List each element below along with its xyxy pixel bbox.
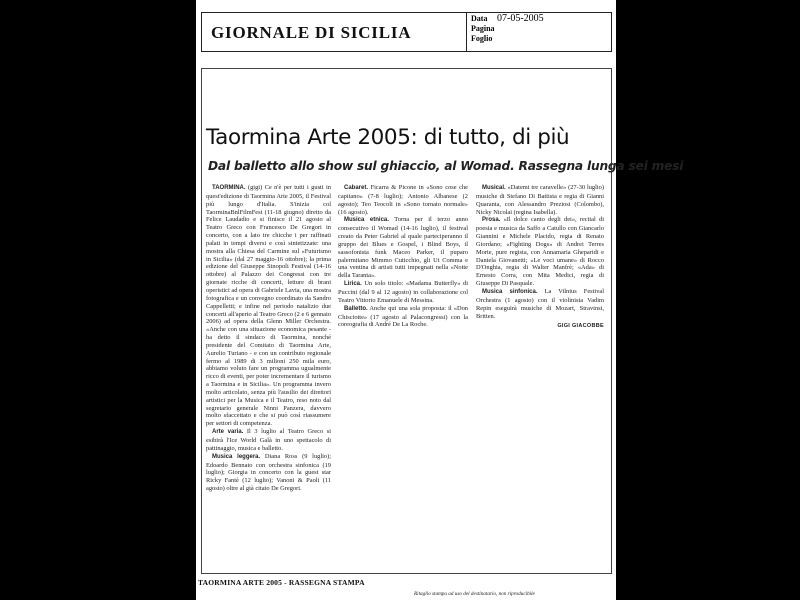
section-lead: Arte varia. (212, 429, 244, 436)
paragraph-lirica (338, 280, 468, 305)
paragraph-arte-varia (206, 428, 331, 453)
section-lead: Balletto. (344, 305, 368, 312)
newspaper-header (201, 12, 612, 52)
meta-date-label: Data (471, 14, 488, 23)
paragraph-text: Ficarra & Picone in «Sono cose che capitano» (7-8 luglio); Antonio Albanese (2 agosto); Teo Teocoli in «Sono tornato normale» (16 agosto). (338, 184, 468, 216)
paragraph-musica-etnica (338, 216, 468, 280)
paragraph-text: «Il dolce canto degli dei», recital di poesia e musica da Saffo a Catullo con Giancarlo Giannini e Michele Placido, regia di Renato Giordano; «Fighting Dogs» di Andrei Terres Morte, pure regista, con Annamaria Gheparidi e Daniela Giovanetti; «Le voci umane» di Rocco D'Onghia, regia di Walter Manfrè; «Ada» di Ernesto Corra, con Mita Medici, regia di Giuseppe Di Pasquale. (476, 216, 604, 288)
meta-sheet-row (471, 34, 612, 44)
press-clipping-page (196, 0, 684, 600)
author-byline: GIGI GIACOBBE (557, 323, 604, 330)
paragraph-cabaret (338, 184, 468, 216)
article-column-2 (338, 184, 468, 329)
clipping-meta-box (466, 13, 612, 51)
paragraph-musica-leggera (206, 453, 331, 493)
article-headline: Taormina Arte 2005: di tutto, di più (206, 125, 570, 150)
paragraph-text: (gigi) Ce n'è per tutti i gusti in quest'edizione di Taormina Arte 2005, il Festival più lungo d'Italia. S'inizia col TaorminaBnlFilmFest (11-18 giugno) diretto da Felice Laudadio e si finisce il 21 agosto al Teatro Greco con Francesco De Gregori in concerto, con a lato tre chicche i per raffinati palati in tempi diversi e così sintetizzate: una mostra alla Chiesa del Carmine sul «Futurismo in Sicilia» (dal 27 maggio-16 ottobre); la prima edizione del Giuseppe Sinopoli Festival (14-16 ottobre) al Palazzo dei Congressi con tre giornate ricche di concerti, letture di brani operistici ad opera di Gabriele Lavia, una mostra fotografica e un convegno coordinato da Sandro Cappelletti; e infine nel periodo natalizio due concerti all'aperto al Teatro Greco (2 e 6 gennaio 2006) ad opera della Glenn Miller Orchestra. «Anche con una situazione economica pesante - ha detto il sindaco di Taormina, nonché presidente del Comitato di Taormina Arte, Aurelio Turiano - e con un contributo regionale fermo al 1989 di 3 milioni 250 mila euro, abbiamo voluto fare un programma ugualmente ricco di eventi, per poter incrementare il turismo a Taormina e in Sicilia». Un programma invero molto articolato, senza più l'ausilio dei direttori artistici per la Musica e il Teatro, reso noto dal segretario generale Ninni Panzera, davvero molto sfaccettato e che si può così riassumere per settori di competenza. (206, 184, 331, 428)
section-lead: Musica sinfonica. (482, 288, 538, 295)
footer-copyright-notice: Ritaglio stampa ad uso del destinatario, non riproducibile (414, 591, 535, 597)
paragraph-balletto (338, 305, 468, 330)
section-lead: Musical. (482, 185, 506, 191)
meta-date-row (471, 14, 612, 24)
newspaper-masthead: GIORNALE DI SICILIA (211, 23, 412, 42)
article-column-1 (206, 184, 331, 493)
paragraph-text: Diana Ross (9 luglio); Edoardo Bennato con orchestra sinfonica (19 luglio); Giorgia in concerto con la guest star Ricky Fantè (12 luglio); Vanoni & Paoli (11 agosto) oltre al già citato De Gregori. (206, 452, 331, 493)
paragraph-prosa (476, 216, 604, 288)
paragraph-musica-sinfonica (476, 288, 604, 320)
paragraph-text: «Datemi tre caravelle» (27-30 luglio) musiche di Stefano Di Battista e regia di Gianni Quaranta, con Alessandro Preziosi (Colombo), Nicky Nicolai (regina Isabella). (476, 184, 604, 216)
paragraph-text: Torna per il terzo anno consecutivo il Womad (14-16 luglio), il festival creato da Peter Gabriel al quale parteciperanno il gruppo dei Blues e Gospel, i Blind Boys, il sassofonista funk Maceo Parker, il puparo palermitano Mimmo Cuticchio, gli Ut Comma e una ventina di artisti tutti impegnati nella «Notte della Taranta». (338, 216, 469, 280)
paragraph-text: Un solo titolo: «Madama Butterfly» di Puccini (dal 9 al 12 agosto) in collaborazione col Teatro Vittorio Emanuele di Messina. (338, 280, 468, 304)
paragraph-text: Il 3 luglio al Teatro Greco si esibirà l'Ice World Galà in uno spettacolo di pattinaggio, musica e balletto. (206, 428, 332, 452)
dateline: TAORMINA. (212, 185, 246, 191)
section-lead: Cabaret. (344, 185, 369, 191)
paragraph-text: Anche qui una sola proposta: il «Don Chisciotte» (17 agosto al Palacongressi) con la coreografia di André De La Roche. (338, 304, 468, 329)
section-lead: Musica etnica. (344, 217, 389, 224)
meta-page-label: Pagina (471, 24, 495, 33)
meta-sheet-label: Foglio (471, 34, 493, 43)
footer-press-review-label: TAORMINA ARTE 2005 - RASSEGNA STAMPA (198, 578, 365, 587)
article-subhead: Dal balletto allo show sul ghiaccio, al Womad. Rassegna lunga sei mesi (208, 159, 684, 173)
paragraph-musical (476, 184, 604, 216)
paragraph-intro (206, 184, 331, 428)
meta-page-row (471, 24, 612, 34)
article-column-3 (476, 184, 604, 331)
section-lead: Musica leggera. (212, 453, 261, 460)
paragraph-text: La Vilnius Festival Orchestra (1 agosto) con il violinista Vadim Repin eseguirà musiche di Mozart, Stravinsi, Britten. (476, 287, 605, 320)
meta-date-value: 07-05-2005 (497, 13, 544, 24)
section-lead: Lirica. (344, 281, 362, 288)
section-lead: Prosa. (482, 217, 501, 224)
